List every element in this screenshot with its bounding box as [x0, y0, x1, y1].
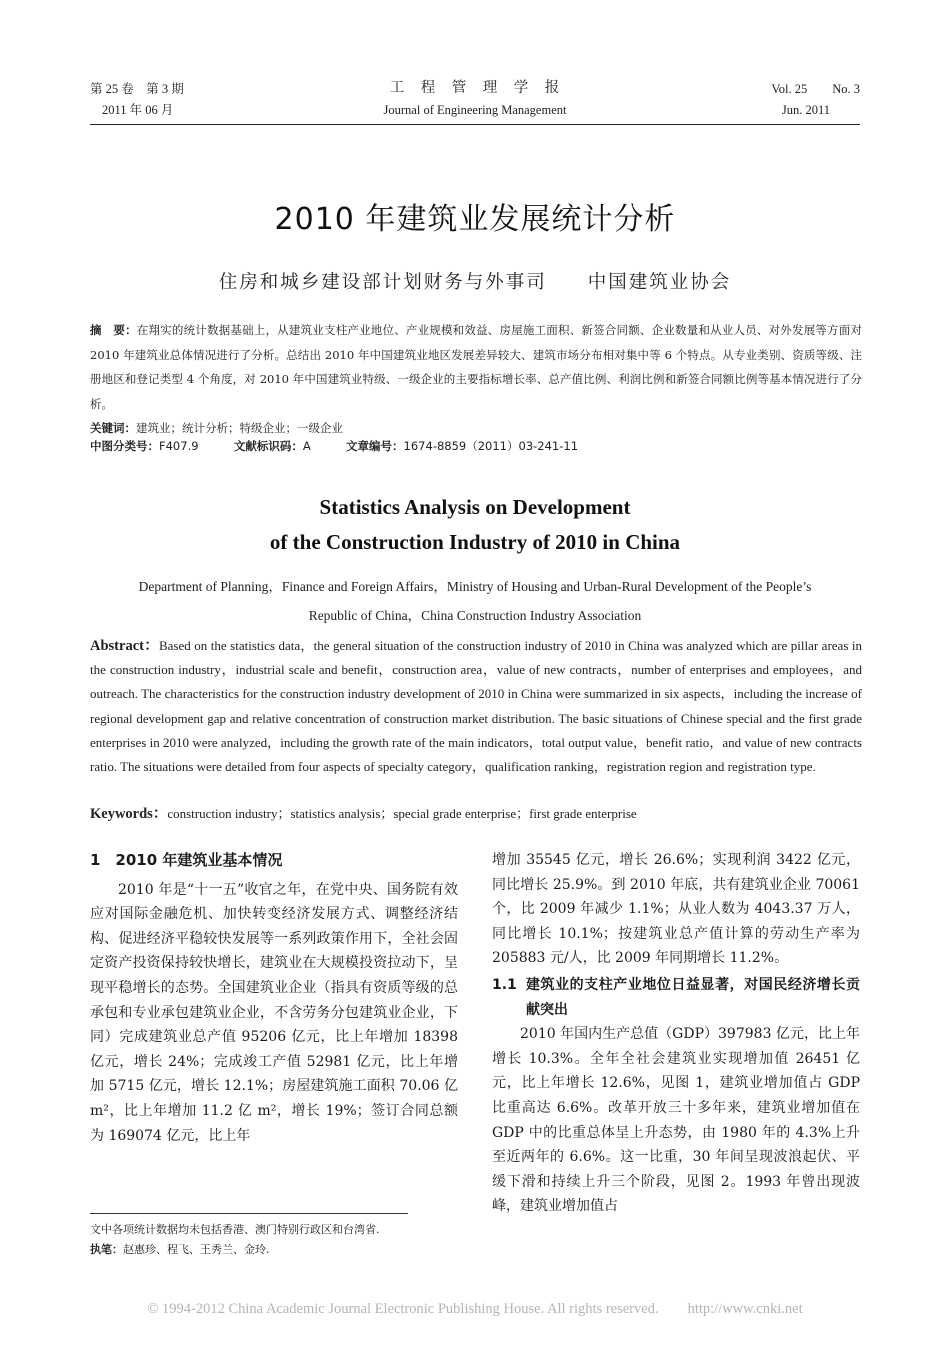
abstract-en-text: Based on the statistics data，the general situation of the construction industry of 2010 in China was analyzed which are pillar areas in the construction industry，industrial scale and benefit，construction area，value of new contracts，number of enterprises and employees，and outreach. The characteristics for the construction industry development of 2010 in China were summarized in six aspects，including the increase of regional development gap and relative concentration of construction market distribution. The basic situations of Chinese special and the first grade enterprises in 2010 were analyzed，including the growth rate of the main indicators，total output value，benefit ratio，and value of new contracts ratio. The situations were detailed from four aspects of specialty category，qualification ranking，registration region and registration type. [90, 638, 862, 775]
footnote-rule [90, 1213, 408, 1214]
authors-en-line1: Department of Planning，Finance and Foreign Affairs，Ministry of Housing and Urban-Rural Development of the People’s [138, 579, 812, 594]
article-number-label: 文章编号： [346, 439, 404, 453]
authors-en-line2: Republic of China，China Construction Industry Association [308, 608, 642, 623]
abstract-cn [90, 318, 862, 441]
copyright-footer: © 1994-2012 China Academic Journal Electronic Publishing House. All rights reserved. http://www.cnki.net [147, 1301, 803, 1317]
doc-code-label: 文献标识码： [233, 439, 303, 453]
subsection-number: 1.1 [492, 976, 517, 993]
header-journal-cn: 工 程 管 理 学 报 [389, 80, 561, 96]
footnote-2-label: 执笔： [90, 1243, 123, 1256]
keywords-cn-text: 建筑业；统计分析；特级企业；一级企业 [136, 421, 343, 435]
keywords-en-label: Keywords： [90, 806, 168, 822]
abstract-cn-label: 摘 要： [90, 323, 137, 337]
doc-code-value: A [302, 439, 311, 453]
title-en-line2: of the Construction Industry of 2010 in China [269, 530, 681, 554]
abstract-en [90, 634, 862, 779]
header-date-cn: 2011 年 06 月 [102, 103, 174, 117]
header-volume-cn: 第 25 卷 第 3 期 [90, 82, 184, 96]
header-date-en: Jun. 2011 [781, 103, 830, 117]
article-number-value: 1674-8859（2011）03-241-11 [403, 439, 579, 453]
abstract-en-label: Abstract： [90, 638, 159, 654]
title-en-line1: Statistics Analysis on Development [319, 495, 631, 519]
footnote-1: 文中各项统计数据均未包括香港、澳门特别行政区和台湾省. [90, 1223, 380, 1236]
keywords-en-text: construction industry；statistics analysis；special grade enterprise；first grade enterprise [167, 806, 637, 821]
paragraph-right-1: 增加 35545 亿元，增长 26.6%；实现利润 3422 亿元，同比增长 25.9%。到 2010 年底，共有建筑业企业 70061 个，比 2009 年减少 1.1%；从业人数为 4043.37 万人，同比增长 10.1%；按建筑业总产值计算的劳动生产率为 205883 元/人，比 2009 年同期增长 11.2%。 [492, 852, 860, 967]
classification-line [90, 438, 578, 454]
subsection-1-1-heading [492, 973, 860, 1022]
footnote-2-text: 赵惠珍、程飞、王秀兰、金玲. [123, 1243, 270, 1256]
paragraph-left: 2010 年是“十一五”收官之年，在党中央、国务院有效应对国际金融危机、加快转变经济发展方式、调整经济结构、促进经济平稳较快发展等一系列政策作用下，全社会固定资产投资保持较快增长，建筑业在大规模投资拉动下，呈现平稳增长的态势。全国建筑业企业（指具有资质等级的总承包和专业承包建筑业企业，不含劳务分包建筑业企业，下同）完成建筑业总产值 95206 亿元，比上年增加 18398 亿元，增长 24%；完成竣工产值 52981 亿元，比上年增加 5715 亿元，增长 12.1%；房屋建筑施工面积 70.06 亿 m²，比上年增加 11.2 亿 m²，增长 19%；签订合同总额为 169074 亿元，比上年 [90, 881, 458, 1144]
header-volume-en: Vol. 25 No. 3 [771, 82, 860, 96]
title-cn: 2010 年建筑业发展统计分析 [274, 202, 676, 237]
header-journal-en: Journal of Engineering Management [383, 103, 567, 117]
keywords-en [90, 802, 862, 823]
title-en [0, 490, 950, 560]
body-left-column [90, 848, 458, 1148]
keywords-cn-label: 关键词： [90, 421, 136, 435]
header-rule [90, 124, 860, 125]
footnote-2 [90, 1240, 270, 1259]
body-right-column [492, 848, 860, 1219]
authors-en [90, 572, 860, 630]
section-1-heading: 1 2010 年建筑业基本情况 [90, 851, 283, 869]
abstract-cn-text: 在翔实的统计数据基础上，从建筑业支柱产业地位、产业规模和效益、房屋施工面积、新签合同额、企业数量和从业人员、对外发展等方面对 2010 年建筑业总体情况进行了分析。总结出 2010 年中国建筑业地区发展差异较大、建筑市场分布相对集中等 6 个特点。从专业类别、资质等级、注册地区和登记类型 4 个角度，对 2010 年中国建筑业特级、一级企业的主要指标增长率、总产值比例、利润比例和新签合同额比例等基本情况进行了分析。 [90, 323, 863, 411]
authors-cn: 住房和城乡建设部计划财务与外事司 中国建筑业协会 [218, 272, 732, 293]
subsection-title: 建筑业的支柱产业地位日益显著，对国民经济增长贡献突出 [526, 976, 860, 1018]
clc-label: 中图分类号： [90, 439, 159, 453]
clc-value: F407.9 [159, 439, 199, 453]
paragraph-right-2: 2010 年国内生产总值（GDP）397983 亿元，比上年增长 10.3%。全年全社会建筑业实现增加值 26451 亿元，比上年增长 12.6%，见图 1，建筑业增加值占 GDP 比重高达 6.6%。改革开放三十多年来，建筑业增加值在 GDP 中的比重总体呈上升态势，由 1980 年的 4.3%上升至近两年的 6.6%。这一比重，30 年间呈现波浪起伏、平缓下滑和持续上升三个阶段，见图 2。1993 年曾出现波峰，建筑业增加值占 [492, 1026, 860, 1215]
